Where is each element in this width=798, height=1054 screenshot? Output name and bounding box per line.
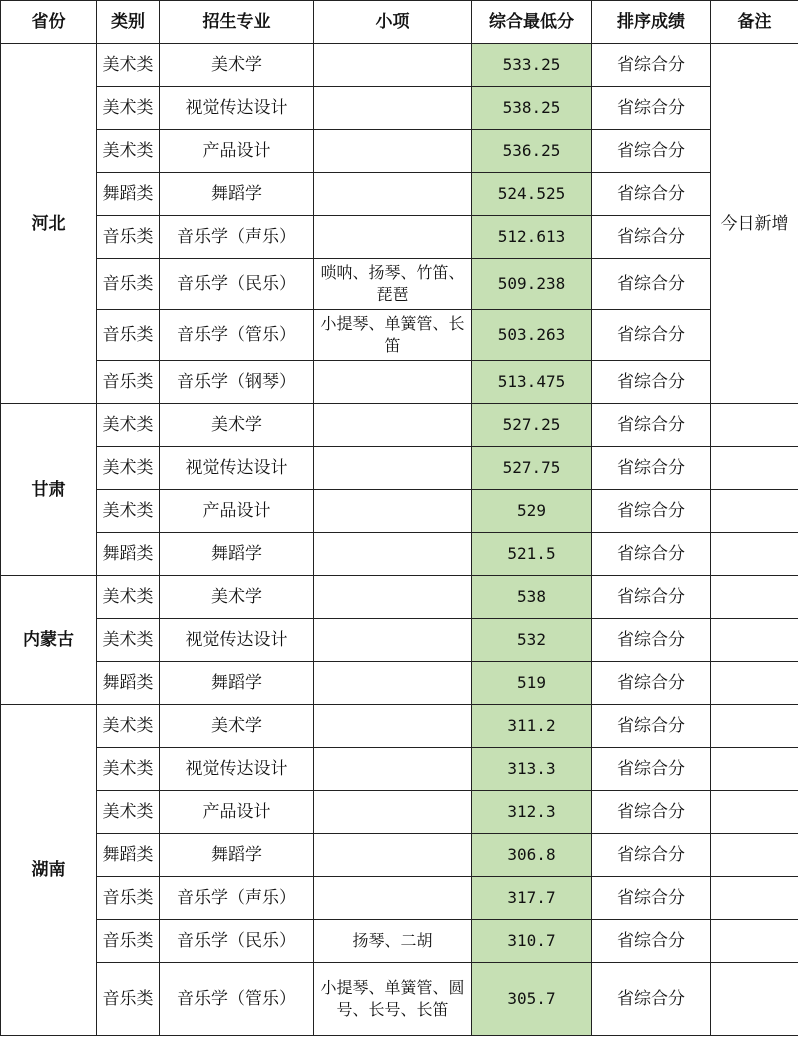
table-row	[1, 173, 798, 216]
category-cell: 美术类	[97, 490, 160, 533]
score-cell: 538.25	[472, 87, 592, 130]
score-cell: 317.7	[472, 877, 592, 920]
rank-basis-cell: 省综合分	[592, 963, 711, 1036]
sub-item-cell	[314, 705, 472, 748]
category-cell: 音乐类	[97, 920, 160, 963]
rank-basis-cell: 省综合分	[592, 920, 711, 963]
table-row	[1, 87, 798, 130]
category-cell: 美术类	[97, 404, 160, 447]
table-row	[1, 447, 798, 490]
score-cell: 521.5	[472, 533, 592, 576]
category-cell: 舞蹈类	[97, 662, 160, 705]
sub-item-cell	[314, 619, 472, 662]
rank-basis-cell: 省综合分	[592, 576, 711, 619]
score-cell: 313.3	[472, 748, 592, 791]
major-cell: 产品设计	[160, 791, 314, 834]
rank-basis-cell: 省综合分	[592, 619, 711, 662]
sub-item-cell: 唢呐、扬琴、竹笛、琵琶	[314, 259, 472, 310]
sub-item-cell	[314, 662, 472, 705]
header-major: 招生专业	[160, 1, 314, 44]
table-row	[1, 310, 798, 361]
note-cell	[711, 490, 798, 533]
score-cell: 306.8	[472, 834, 592, 877]
major-cell: 视觉传达设计	[160, 447, 314, 490]
sub-item-cell	[314, 173, 472, 216]
header-ranking-basis: 排序成绩	[592, 1, 711, 44]
note-cell	[711, 748, 798, 791]
table-row	[1, 748, 798, 791]
table-row	[1, 920, 798, 963]
major-cell: 音乐学（民乐）	[160, 259, 314, 310]
major-cell: 舞蹈学	[160, 173, 314, 216]
score-cell: 312.3	[472, 791, 592, 834]
sub-item-cell: 小提琴、单簧管、长笛	[314, 310, 472, 361]
major-cell: 舞蹈学	[160, 834, 314, 877]
table-row	[1, 44, 798, 87]
note-cell	[711, 920, 798, 963]
score-cell: 519	[472, 662, 592, 705]
category-cell: 舞蹈类	[97, 834, 160, 877]
category-cell: 美术类	[97, 130, 160, 173]
sub-item-cell	[314, 490, 472, 533]
score-cell: 311.2	[472, 705, 592, 748]
table-row	[1, 130, 798, 173]
score-cell: 524.525	[472, 173, 592, 216]
sub-item-cell: 扬琴、二胡	[314, 920, 472, 963]
major-cell: 视觉传达设计	[160, 87, 314, 130]
table-row	[1, 216, 798, 259]
header-sub-item: 小项	[314, 1, 472, 44]
sub-item-cell	[314, 447, 472, 490]
major-cell: 美术学	[160, 404, 314, 447]
header-note: 备注	[711, 1, 798, 44]
sub-item-cell: 小提琴、单簧管、圆号、长号、长笛	[314, 963, 472, 1036]
sub-item-cell	[314, 791, 472, 834]
category-cell: 美术类	[97, 44, 160, 87]
category-cell: 美术类	[97, 576, 160, 619]
header-category: 类别	[97, 1, 160, 44]
score-cell: 536.25	[472, 130, 592, 173]
category-cell: 音乐类	[97, 310, 160, 361]
note-cell	[711, 877, 798, 920]
sub-item-cell	[314, 404, 472, 447]
category-cell: 美术类	[97, 87, 160, 130]
score-cell: 310.7	[472, 920, 592, 963]
rank-basis-cell: 省综合分	[592, 87, 711, 130]
major-cell: 音乐学（管乐）	[160, 963, 314, 1036]
score-cell: 527.75	[472, 447, 592, 490]
category-cell: 音乐类	[97, 259, 160, 310]
note-cell	[711, 533, 798, 576]
score-cell: 512.613	[472, 216, 592, 259]
score-cell: 305.7	[472, 963, 592, 1036]
rank-basis-cell: 省综合分	[592, 705, 711, 748]
note-cell: 今日新增	[711, 44, 798, 404]
score-cell: 527.25	[472, 404, 592, 447]
header-province: 省份	[1, 1, 97, 44]
table-row	[1, 619, 798, 662]
table-row	[1, 791, 798, 834]
rank-basis-cell: 省综合分	[592, 361, 711, 404]
major-cell: 音乐学（管乐）	[160, 310, 314, 361]
table-row	[1, 576, 798, 619]
note-cell	[711, 404, 798, 447]
rank-basis-cell: 省综合分	[592, 404, 711, 447]
category-cell: 音乐类	[97, 963, 160, 1036]
sub-item-cell	[314, 361, 472, 404]
score-cell: 533.25	[472, 44, 592, 87]
major-cell: 音乐学（声乐）	[160, 216, 314, 259]
rank-basis-cell: 省综合分	[592, 259, 711, 310]
province-cell: 湖南	[1, 705, 97, 1036]
sub-item-cell	[314, 576, 472, 619]
sub-item-cell	[314, 44, 472, 87]
major-cell: 音乐学（民乐）	[160, 920, 314, 963]
note-cell	[711, 619, 798, 662]
major-cell: 产品设计	[160, 490, 314, 533]
rank-basis-cell: 省综合分	[592, 447, 711, 490]
header-row	[1, 1, 798, 44]
major-cell: 音乐学（钢琴）	[160, 361, 314, 404]
table-row	[1, 361, 798, 404]
sub-item-cell	[314, 130, 472, 173]
major-cell: 舞蹈学	[160, 662, 314, 705]
table-row	[1, 834, 798, 877]
province-cell: 甘肃	[1, 404, 97, 576]
rank-basis-cell: 省综合分	[592, 310, 711, 361]
sub-item-cell	[314, 87, 472, 130]
major-cell: 产品设计	[160, 130, 314, 173]
score-cell: 532	[472, 619, 592, 662]
major-cell: 美术学	[160, 44, 314, 87]
table-row	[1, 662, 798, 705]
note-cell	[711, 963, 798, 1036]
rank-basis-cell: 省综合分	[592, 662, 711, 705]
rank-basis-cell: 省综合分	[592, 834, 711, 877]
major-cell: 美术学	[160, 705, 314, 748]
category-cell: 音乐类	[97, 216, 160, 259]
score-cell: 503.263	[472, 310, 592, 361]
category-cell: 舞蹈类	[97, 173, 160, 216]
category-cell: 美术类	[97, 791, 160, 834]
sub-item-cell	[314, 834, 472, 877]
rank-basis-cell: 省综合分	[592, 533, 711, 576]
category-cell: 美术类	[97, 619, 160, 662]
rank-basis-cell: 省综合分	[592, 877, 711, 920]
category-cell: 音乐类	[97, 361, 160, 404]
table-row	[1, 877, 798, 920]
category-cell: 美术类	[97, 705, 160, 748]
note-cell	[711, 705, 798, 748]
category-cell: 音乐类	[97, 877, 160, 920]
table-row	[1, 404, 798, 447]
table-row	[1, 705, 798, 748]
province-cell: 内蒙古	[1, 576, 97, 705]
header-min-score: 综合最低分	[472, 1, 592, 44]
table-row	[1, 533, 798, 576]
score-cell: 538	[472, 576, 592, 619]
rank-basis-cell: 省综合分	[592, 216, 711, 259]
sub-item-cell	[314, 748, 472, 791]
sub-item-cell	[314, 216, 472, 259]
rank-basis-cell: 省综合分	[592, 490, 711, 533]
rank-basis-cell: 省综合分	[592, 130, 711, 173]
major-cell: 美术学	[160, 576, 314, 619]
sub-item-cell	[314, 533, 472, 576]
table-row	[1, 259, 798, 310]
note-cell	[711, 834, 798, 877]
score-cell: 529	[472, 490, 592, 533]
note-cell	[711, 576, 798, 619]
score-cell: 509.238	[472, 259, 592, 310]
province-cell: 河北	[1, 44, 97, 404]
major-cell: 音乐学（声乐）	[160, 877, 314, 920]
major-cell: 视觉传达设计	[160, 619, 314, 662]
note-cell	[711, 447, 798, 490]
table-row	[1, 963, 798, 1036]
category-cell: 舞蹈类	[97, 533, 160, 576]
score-cell: 513.475	[472, 361, 592, 404]
rank-basis-cell: 省综合分	[592, 748, 711, 791]
table-row	[1, 490, 798, 533]
rank-basis-cell: 省综合分	[592, 44, 711, 87]
sub-item-cell	[314, 877, 472, 920]
category-cell: 美术类	[97, 748, 160, 791]
rank-basis-cell: 省综合分	[592, 791, 711, 834]
note-cell	[711, 791, 798, 834]
rank-basis-cell: 省综合分	[592, 173, 711, 216]
major-cell: 视觉传达设计	[160, 748, 314, 791]
note-cell	[711, 662, 798, 705]
category-cell: 美术类	[97, 447, 160, 490]
major-cell: 舞蹈学	[160, 533, 314, 576]
